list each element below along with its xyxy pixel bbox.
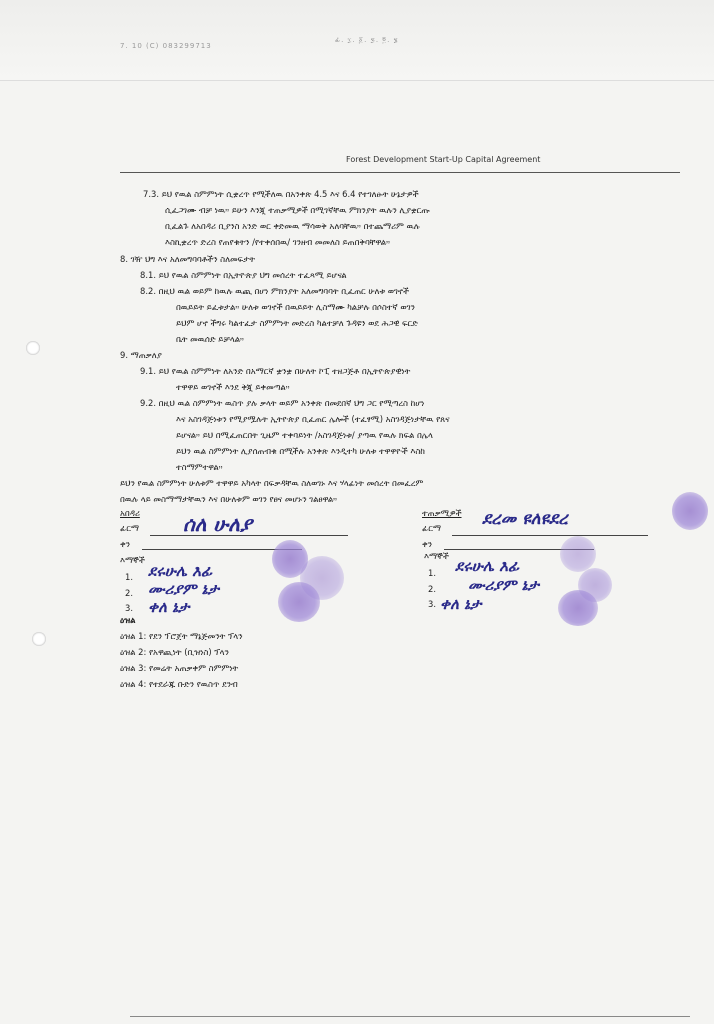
witness-number: 3.: [125, 603, 133, 613]
lender-date-label: ቀን: [120, 539, 131, 549]
annex-item: ዕዝል 4: የተደራጁ ቡድን የዉስጥ ደንብ: [120, 679, 238, 689]
lender-witness-signature: ሙሪያም ኔታ: [148, 580, 219, 598]
lender-sign-label: ፊርማ: [120, 523, 139, 533]
clause-8-2-line: ይህም ሆኖ ችግሩ ካልተፈታ ስምምነት መድረስ ካልተቻለ ጉዳዩን ወደ ሕጋዊ ፍርድ: [176, 318, 418, 328]
annex-item: ዕዝል 3: የመሬት አጠቃቀም ስምምነት: [120, 663, 239, 673]
clause-7-3-line: ቢፈልጉ ለአበዳሪ ቢያንስ አንድ ወር ቀድመዉ ማሳወቅ አለባቸዉ። በተጨማሪም ዉሉ: [165, 221, 420, 231]
beneficiaries-sign-label: ፊርማ: [422, 523, 441, 533]
bottom-edge-line: [130, 1016, 690, 1017]
fingerprint-stamp: [278, 582, 320, 622]
faint-header-text: ፊ. ፲. ፩. ፯. ፬. ፮: [335, 36, 399, 44]
clause-9-2-line: እና አስገዳጅነቱን የሚያሟሉት ኢትዮጵያ ቢፈጠር ሌሎች (ተፈፃሚ) አስገዳጅነታቸዉ የጸና: [176, 414, 450, 424]
beneficiaries-witnesses-label: እማኞች: [424, 551, 449, 561]
clause-7-3-line: 7.3. ይህ የዉል ስምምነት ሲቋረጥ የሚችለዉ በአንቀጽ 4.5 እና 6.4 የተገለፁት ሁኔታዎች: [143, 189, 419, 199]
beneficiaries-signature-line: [452, 535, 648, 536]
lender-witness-signature: ደሩሁሌ እፊ: [148, 562, 213, 580]
fingerprint-stamp: [560, 536, 596, 572]
witness-number: 2.: [125, 588, 133, 598]
clause-8-2-line: ቤት መዉሰድ ይቻላል።: [176, 334, 244, 344]
lender-witness-signature: ቀለ ኔታ: [148, 598, 190, 616]
header-rule: [120, 172, 680, 173]
beneficiaries-witness-signature: ደሩሁሌ እፊ: [455, 557, 520, 575]
clause-8-1: 8.1. ይህ የዉል ስምምነት በኢትዮጵያ ህግ መሰረት ተፈጻሚ ይሆናል: [140, 270, 347, 280]
beneficiaries-signature: ደረመ ዩለዩደረ: [482, 509, 568, 529]
clause-7-3-line: እስኪቋረጥ ድረስ የጠየቁትን /የተቀሰበዉ/ ገንዘብ መመለስ ይጠበቅባቸዋል።: [165, 237, 390, 247]
closing-statement-line: ይህን የዉል ስምምነት ሁለቱም ተዋዋይ አካላት በፍቃዳቸዉ ስለወገኑ እና ሃላፊነት መሰረት በመፈረም: [120, 478, 424, 488]
document-header-title: Forest Development Start-Up Capital Agreement: [346, 155, 541, 164]
clause-9-2-line: 9.2. በዚህ ዉል ስምምነት ዉስጥ ያሉ ቃላት ወይም አንቀጽ በመደበኛ ህግ ጋር የሚጣረስ ከሆነ: [140, 398, 425, 408]
fingerprint-stamp: [672, 492, 708, 530]
clause-9-2-line: ይሆናል። ይህ በሚፈጠርበት ጊዜም ተቀባይነት /አስገዳጅነቱ/ ያጣዉ የዉሉ ክፍል በሌላ: [176, 430, 433, 440]
clause-9-2-line: ይህን ዉል ስምምነት ሊያሰጠብቁ በሚችሉ አንቀጽ እንዲተካ ሁለቱ ተዋዋዮች እስከ: [176, 446, 425, 456]
fingerprint-stamp: [558, 590, 598, 626]
annex-label: ዕዝል: [120, 615, 136, 625]
clause-9-1-line: 9.1. ይህ የዉል ስምምነት ለአንድ በአማርኛ ቋንቋ በሁለት ኮፒ ተዘጋጅቶ በኢትዮጵያዊነት: [140, 366, 411, 376]
beneficiaries-witness-signature: ቀለ ኔታ: [440, 595, 482, 613]
annex-item: ዕዝል 2: የአዋጪነት (ቢዝነስ) ፕላን: [120, 647, 229, 657]
clause-8-2-line: በዉይይት ይፈቱታል። ሁለቱ ወገኖች በዉይይት ሊስማሙ ካልቻሉ በሶስተኛ ወገን: [176, 302, 415, 312]
clause-8-2-line: 8.2. በዚህ ዉል ወይም ከዉሉ ዉጪ በሆነ ምክንያት አለመግባባት ቢፈጠር ሁለቱ ወገኖች: [140, 286, 409, 296]
section-9-title: 9. ማጠቃለያ: [120, 350, 162, 360]
witness-number: 3.: [428, 599, 436, 609]
closing-statement-line: በዉሉ ላይ መስማማታቸዉን እና በሁለቱም ወገን የፀና መሆኑን ገልፀዋል።: [120, 494, 338, 504]
section-8-title: 8. ገዥ ህግ እና አለመግባባቶችን ስለመፍታት: [120, 254, 256, 264]
witness-number: 2.: [428, 584, 436, 594]
witness-number: 1.: [125, 572, 133, 582]
clause-9-2-line: ተስማምተዋል።: [176, 462, 223, 472]
faint-header-text: 7. 10 (C) 083299713: [120, 42, 212, 50]
clause-7-3-line: ሲፈጋገሙ ብቻ ነዉ። ይሁን እንጂ ተጠቃሚዎች በሚገኛቸዉ ምክንያት ዉሉን ሊያቋርጡ: [165, 205, 430, 215]
beneficiaries-title: ተጠቃሚዎች: [422, 508, 462, 518]
witness-number: 1.: [428, 568, 436, 578]
lender-signature: ሰለ ሁለያ: [183, 512, 252, 536]
beneficiaries-date-label: ቀን: [422, 539, 433, 549]
punch-hole: [26, 341, 40, 355]
punch-hole: [32, 632, 46, 646]
lender-title: አበዳሪ: [120, 508, 140, 518]
clause-9-1-line: ተዋዋይ ወገኖች እንደ ቅጂ ይቀመጣል።: [176, 382, 290, 392]
beneficiaries-witness-signature: ሙሪያም ኔታ: [468, 576, 539, 594]
annex-item: ዕዝል 1: የደን ፕሮጀት ማኔጅመንት ፕላን: [120, 631, 243, 641]
lender-witnesses-label: እማኞች: [120, 555, 145, 565]
